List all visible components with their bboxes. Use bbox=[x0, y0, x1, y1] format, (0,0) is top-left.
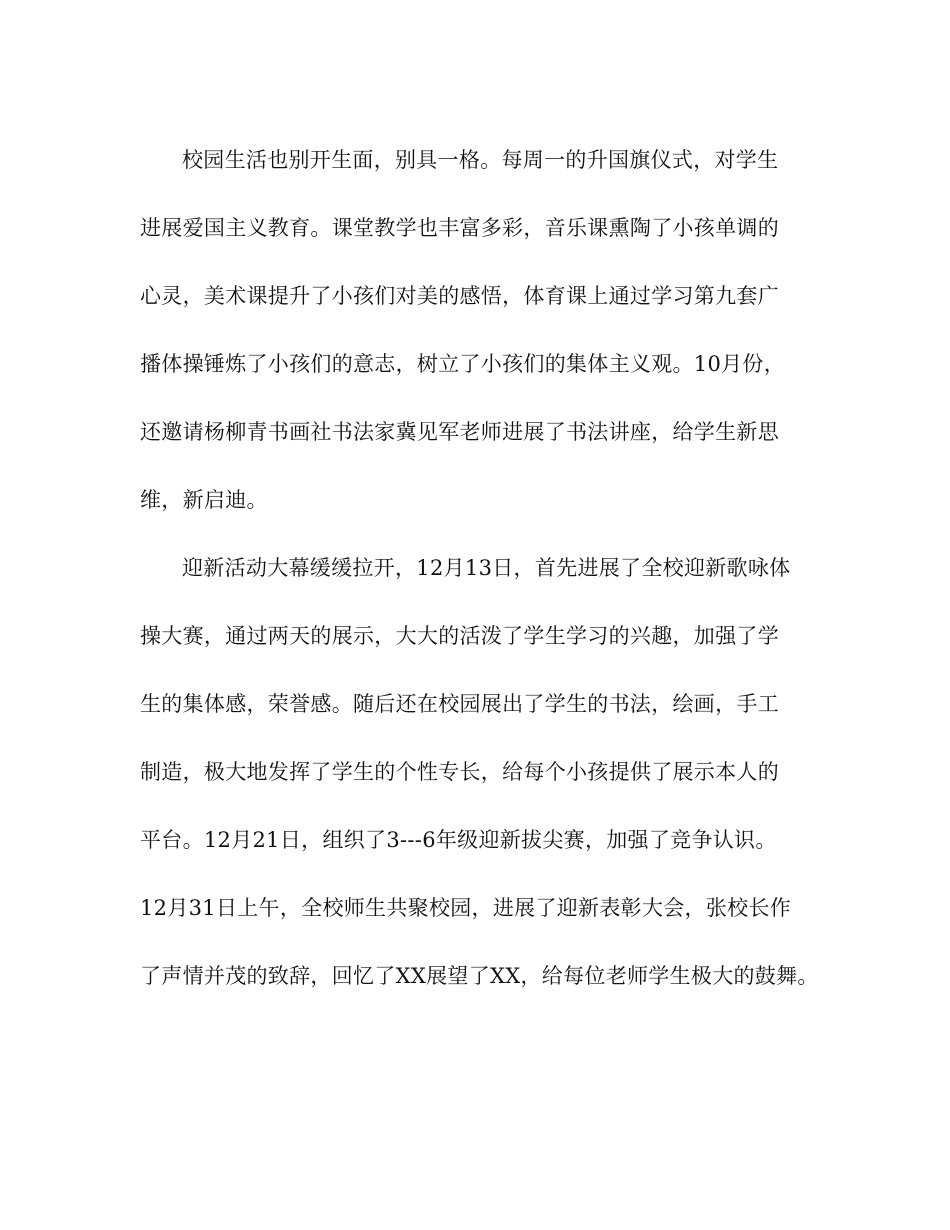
paragraph-2-line-7: 了声情并茂的致辞，回忆了XX展望了XX，给每位老师学生极大的鼓舞。 bbox=[140, 964, 819, 988]
paragraph-2-line-6: 12月31日上午，全校师生共聚校园，进展了迎新表彰大会，张校长作 bbox=[140, 896, 792, 920]
paragraph-1-line-6: 维，新启迪。 bbox=[140, 488, 268, 512]
paragraph-1-line-1: 校园生活也别开生面，别具一格。每周一的升国旗仪式，对学生 bbox=[182, 148, 779, 172]
paragraph-2-line-5: 平台。12月21日，组织了3---6年级迎新拔尖赛，加强了竞争认识。 bbox=[140, 828, 777, 852]
paragraph-1-line-3: 心灵，美术课提升了小孩们对美的感悟，体育课上通过学习第九套广 bbox=[140, 284, 779, 308]
paragraph-2-line-2: 操大赛，通过两天的展示，大大的活泼了学生学习的兴趣，加强了学 bbox=[140, 624, 779, 648]
paragraph-1-line-5: 还邀请杨柳青书画社书法家冀见军老师进展了书法讲座，给学生新思 bbox=[140, 420, 779, 444]
paragraph-1-line-2: 进展爱国主义教育。课堂教学也丰富多彩，音乐课熏陶了小孩单调的 bbox=[140, 216, 779, 240]
paragraph-2-line-1: 迎新活动大幕缓缓拉开，12月13日，首先进展了全校迎新歌咏体 bbox=[182, 556, 791, 580]
paragraph-2-line-3: 生的集体感，荣誉感。随后还在校园展出了学生的书法，绘画，手工 bbox=[140, 692, 779, 716]
paragraph-2-line-4: 制造，极大地发挥了学生的个性专长，给每个小孩提供了展示本人的 bbox=[140, 760, 779, 784]
paragraph-1-line-4: 播体操锤炼了小孩们的意志，树立了小孩们的集体主义观。10月份， bbox=[140, 352, 786, 376]
